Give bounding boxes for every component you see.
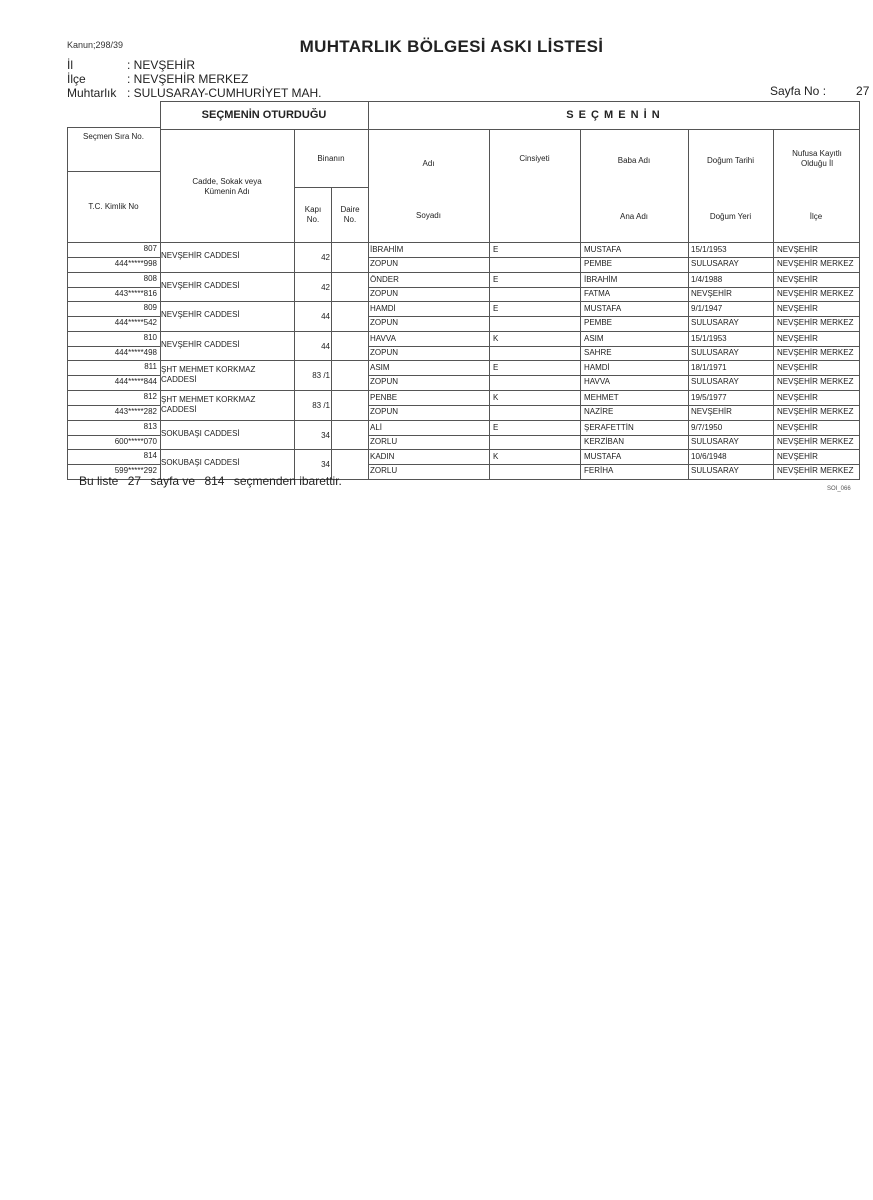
- baba-header: Baba Adı: [617, 156, 651, 165]
- mother-name: NAZİRE: [584, 406, 614, 416]
- surname: ZOPUN: [370, 406, 398, 416]
- voter-sequence-number: 813: [143, 421, 157, 431]
- mother-name: HAVVA: [584, 377, 610, 387]
- secmenin-header: S E Ç M E N İ N: [566, 109, 661, 121]
- voter-sequence-number: 812: [143, 391, 157, 401]
- street-name: SOKUBAŞI CADDESİ: [161, 428, 240, 438]
- table-row: [67, 332, 860, 362]
- first-name: HAMDİ: [370, 304, 396, 314]
- first-name: ÖNDER: [370, 274, 399, 284]
- gender: K: [493, 333, 499, 343]
- summary-text-2: sayfa ve: [150, 474, 196, 488]
- first-name: HAVVA: [370, 333, 396, 343]
- birth-place: NEVŞEHİR: [691, 288, 732, 298]
- page-title: MUHTARLIK BÖLGESİ ASKI LİSTESİ: [299, 37, 604, 56]
- birth-date: 15/1/1953: [691, 245, 727, 254]
- tc-kimlik-no: 599*****292: [114, 466, 157, 476]
- mother-name: FERİHA: [584, 466, 614, 476]
- mother-name: FATMA: [584, 288, 611, 298]
- adi-header: Adı: [422, 159, 435, 168]
- summary-text-3: seçmenden ibarettir.: [233, 474, 342, 488]
- door-number: 83 /1: [312, 400, 330, 410]
- father-name: MUSTAFA: [584, 304, 622, 314]
- gender: E: [493, 274, 499, 284]
- surname: ZOPUN: [370, 347, 398, 357]
- tc-header: T.C. Kimlik No: [88, 202, 139, 211]
- street-name: NEVŞEHİR CADDESİ: [161, 280, 240, 290]
- muhtarlik-value: : SULUSARAY-CUMHURİYET MAH.: [127, 86, 322, 100]
- birth-place: SULUSARAY: [691, 377, 739, 387]
- street-name: NEVŞEHİR CADDESİ: [161, 339, 240, 349]
- birth-place: NEVŞEHİR: [691, 406, 732, 416]
- mother-name: PEMBE: [584, 259, 613, 268]
- tc-kimlik-no: 600*****070: [114, 436, 157, 446]
- summary-count: 814: [204, 474, 225, 488]
- registered-province: NEVŞEHİR: [777, 392, 818, 402]
- registered-district: NEVŞEHİR MERKEZ: [777, 318, 854, 328]
- registered-district: NEVŞEHİR MERKEZ: [777, 466, 854, 476]
- table-row: [67, 361, 860, 391]
- registered-province: NEVŞEHİR: [777, 363, 818, 373]
- tc-kimlik-no: 444*****998: [114, 259, 157, 268]
- mother-name: PEMBE: [584, 318, 613, 328]
- street-name: NEVŞEHİR CADDESİ: [161, 310, 240, 320]
- form-code: SOI_066: [827, 486, 851, 492]
- ilce-value: : NEVŞEHİR MERKEZ: [127, 72, 249, 86]
- birth-place: SULUSARAY: [691, 436, 739, 446]
- father-name: İBRAHİM: [584, 274, 618, 284]
- oturdugu-header: SEÇMENİN OTURDUĞU: [201, 109, 327, 121]
- gender: K: [493, 452, 499, 462]
- cinsiyeti-header: Cinsiyeti: [519, 154, 550, 163]
- muhtarlik-line: [67, 86, 321, 100]
- sayfa-label: Sayfa No :: [770, 84, 827, 98]
- voter-sequence-number: 811: [144, 362, 157, 372]
- registered-district: NEVŞEHİR MERKEZ: [777, 288, 854, 298]
- father-name: MUSTAFA: [584, 452, 622, 462]
- table-row: [67, 391, 860, 421]
- registered-province: NEVŞEHİR: [777, 245, 818, 254]
- door-number: 42: [321, 282, 330, 292]
- first-name: ASIM: [370, 363, 390, 373]
- surname: ZOPUN: [370, 377, 398, 387]
- table-row: [67, 421, 860, 451]
- sayfa-value: 27: [856, 84, 870, 98]
- father-name: HAMDİ: [584, 363, 610, 373]
- father-name: MEHMET: [584, 392, 619, 402]
- gender: E: [493, 422, 499, 432]
- surname: ZOPUN: [370, 318, 398, 328]
- door-number: 34: [321, 430, 330, 440]
- table-header: [67, 101, 860, 243]
- first-name: PENBE: [370, 392, 398, 402]
- street-name: ŞHT MEHMET KORKMAZ CADDESİ: [161, 365, 256, 385]
- ilce-header: İlçe: [809, 212, 823, 221]
- father-name: MUSTAFA: [584, 245, 622, 254]
- tc-kimlik-no: 444*****542: [114, 318, 157, 328]
- voter-sequence-number: 810: [143, 332, 157, 342]
- door-number: 83 /1: [312, 371, 330, 381]
- summary-text-1: Bu liste: [79, 474, 119, 488]
- sira-header: Seçmen Sıra No.: [83, 132, 144, 141]
- table-row: [67, 302, 860, 332]
- street-name: NEVŞEHİR CADDESİ: [161, 251, 240, 260]
- voter-sequence-number: 808: [143, 273, 157, 283]
- ana-header: Ana Adı: [619, 212, 649, 221]
- il-value: : NEVŞEHİR: [127, 58, 196, 72]
- voter-table-body: [67, 243, 860, 480]
- surname: ZORLU: [370, 436, 398, 446]
- birth-date: 9/7/1950: [691, 422, 723, 432]
- registered-district: NEVŞEHİR MERKEZ: [777, 347, 854, 357]
- summary-pages: 27: [127, 474, 142, 488]
- mother-name: KERZİBAN: [584, 436, 625, 446]
- daire-header: Daire No.: [340, 205, 360, 224]
- voter-sequence-number: 809: [143, 303, 157, 313]
- registered-province: NEVŞEHİR: [777, 422, 818, 432]
- binanin-header: Binanın: [317, 154, 345, 163]
- first-name: ALİ: [370, 422, 383, 432]
- ilce-label: İlçe: [67, 72, 86, 86]
- cadde-header: Cadde, Sokak veya Kümenin Adı: [192, 177, 262, 196]
- list-summary: [79, 474, 348, 488]
- table-row: [67, 243, 860, 273]
- door-number: 44: [321, 312, 330, 322]
- surname: ZOPUN: [370, 288, 398, 298]
- birth-date: 19/5/1977: [691, 392, 727, 402]
- registered-province: NEVŞEHİR: [777, 304, 818, 314]
- door-number: 34: [321, 460, 330, 470]
- voter-sequence-number: 814: [143, 451, 157, 461]
- door-number: 42: [321, 253, 330, 262]
- tc-kimlik-no: 444*****844: [114, 377, 157, 387]
- kanun-reference: Kanun;298/39: [67, 40, 124, 50]
- registered-district: NEVŞEHİR MERKEZ: [777, 377, 854, 387]
- birth-date: 9/1/1947: [691, 304, 723, 314]
- surname: ZORLU: [370, 466, 398, 476]
- registered-province: NEVŞEHİR: [777, 333, 818, 343]
- gender: E: [493, 304, 499, 314]
- birth-date: 10/6/1948: [691, 452, 727, 462]
- soyadi-header: Soyadı: [416, 211, 441, 220]
- surname: ZOPUN: [370, 259, 398, 268]
- birth-place: SULUSARAY: [691, 466, 739, 476]
- birth-place: SULUSARAY: [691, 347, 739, 357]
- registered-district: NEVŞEHİR MERKEZ: [777, 406, 854, 416]
- door-number: 44: [321, 341, 330, 351]
- registered-district: NEVŞEHİR MERKEZ: [777, 259, 854, 268]
- il-label: İl: [67, 58, 73, 72]
- gender: E: [493, 245, 499, 254]
- voter-sequence-number: 807: [143, 244, 157, 253]
- registered-district: NEVŞEHİR MERKEZ: [777, 436, 854, 446]
- kapi-header: Kapı No.: [304, 205, 322, 224]
- father-name: ASIM: [584, 333, 604, 343]
- ilce-line: [67, 72, 248, 86]
- dogum-tarihi-header: Doğum Tarihi: [707, 156, 754, 165]
- tc-kimlik-no: 444*****498: [114, 347, 157, 357]
- mother-name: SAHRE: [584, 347, 612, 357]
- gender: E: [493, 363, 499, 373]
- dogum-yeri-header: Doğum Yeri: [709, 212, 752, 221]
- birth-date: 18/1/1971: [691, 363, 727, 373]
- first-name: İBRAHİM: [370, 245, 404, 254]
- first-name: KADIN: [370, 452, 395, 462]
- street-name: SOKUBAŞI CADDESİ: [161, 458, 240, 468]
- registered-province: NEVŞEHİR: [777, 452, 818, 462]
- birth-place: SULUSARAY: [691, 318, 739, 328]
- birth-date: 1/4/1988: [691, 274, 723, 284]
- muhtarlik-label: Muhtarlık: [67, 86, 117, 100]
- street-name: ŞHT MEHMET KORKMAZ CADDESİ: [161, 394, 256, 414]
- birth-place: SULUSARAY: [691, 259, 739, 268]
- father-name: ŞERAFETTİN: [584, 422, 634, 432]
- gender: K: [493, 392, 499, 402]
- birth-date: 15/1/1953: [691, 333, 727, 343]
- nufus-header: Nufusa Kayıtlı Olduğu İl: [792, 149, 842, 168]
- tc-kimlik-no: 443*****816: [114, 288, 157, 298]
- table-row: [67, 273, 860, 303]
- registered-province: NEVŞEHİR: [777, 274, 818, 284]
- page-number: [770, 84, 869, 98]
- il-line: [67, 58, 195, 72]
- tc-kimlik-no: 443*****282: [114, 406, 157, 416]
